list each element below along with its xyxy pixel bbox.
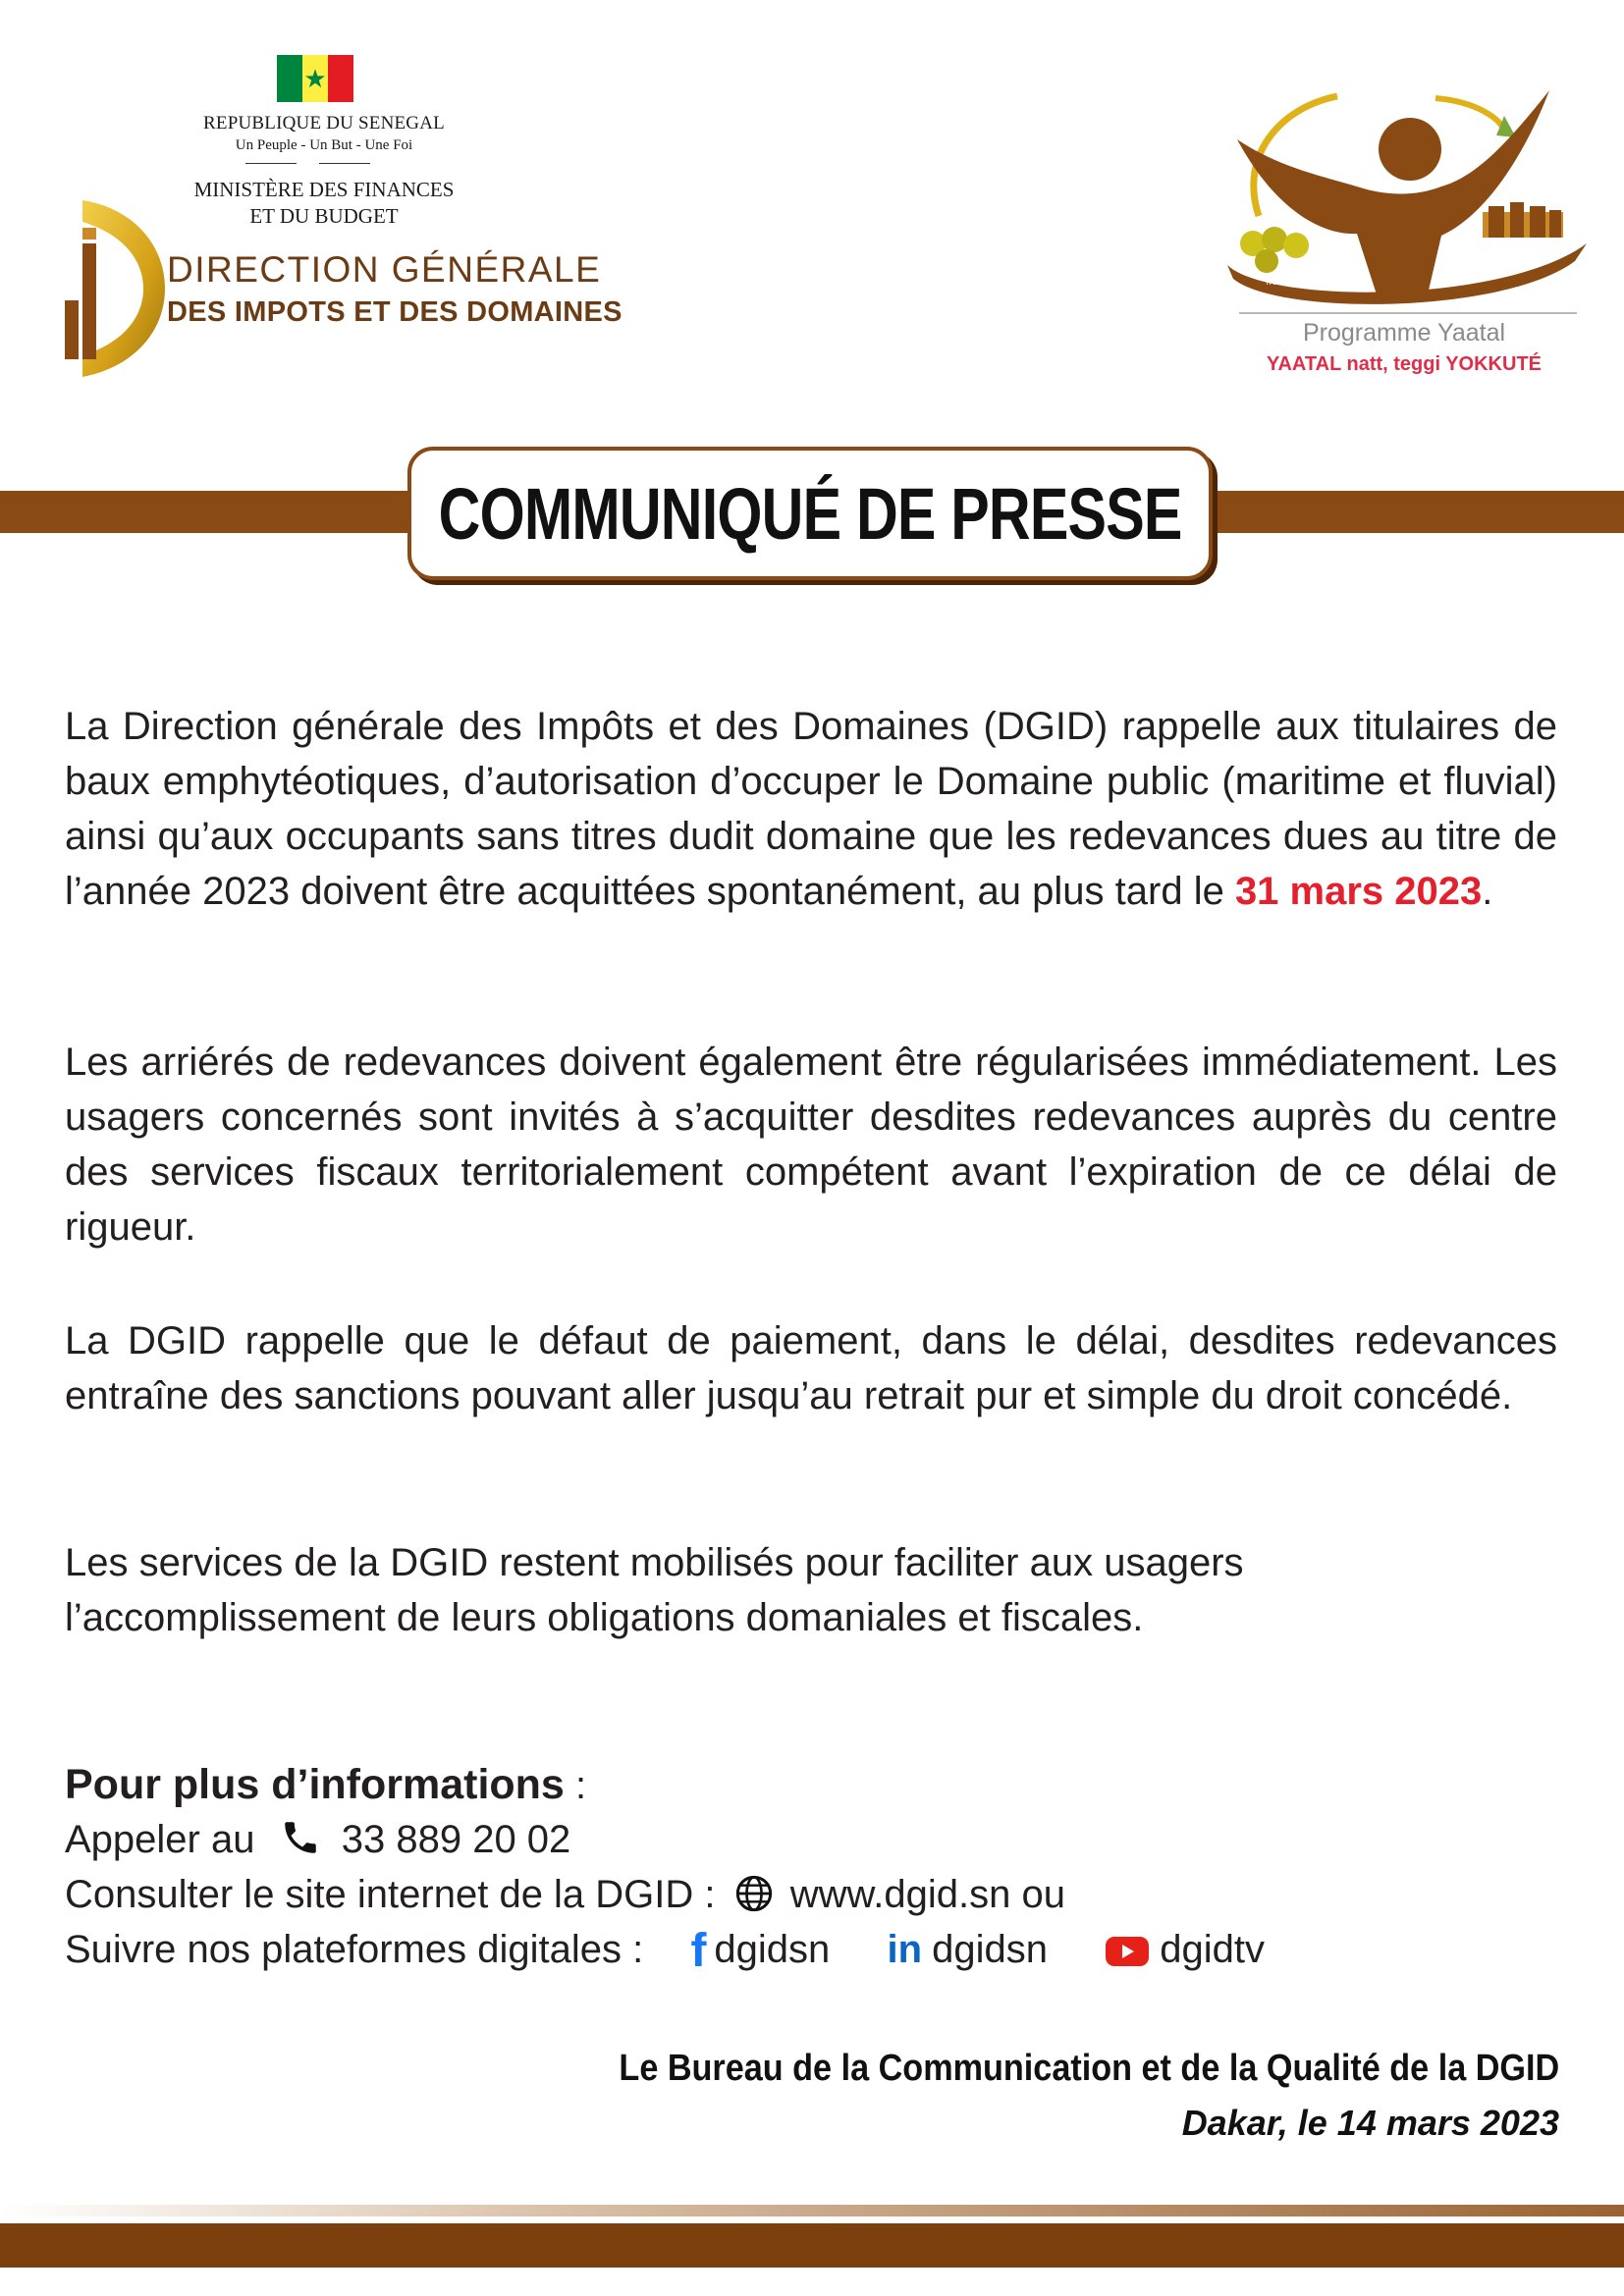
page-title: COMMUNIQUÉ DE PRESSE	[438, 472, 1182, 555]
footer-thin-band	[0, 2205, 1624, 2216]
title-band-right	[1213, 491, 1624, 533]
body-paragraph-3: La DGID rappelle que le défaut de paiement, dans le délai, desdites redevances entraîne des sanctions pouvant aller jusqu’au retrait pur et simple du droit concédé.	[65, 1319, 1557, 1417]
contact-heading-colon: :	[564, 1764, 587, 1807]
contact-heading-text: Pour plus d’informations	[65, 1761, 565, 1808]
senegal-flag	[277, 55, 353, 102]
linkedin-icon: in	[887, 1928, 923, 1971]
yaatal-logo-icon	[1210, 69, 1589, 324]
yaatal-divider	[1239, 312, 1577, 314]
phone-icon	[280, 1817, 321, 1858]
contact-social-line	[65, 1922, 1265, 1979]
ministry-name-line2: ET DU BUDGET	[249, 204, 399, 228]
contact-heading	[65, 1757, 586, 1813]
body-paragraph-4	[65, 1535, 1557, 1645]
body-paragraph-1	[65, 699, 1557, 919]
motto-divider-left	[245, 163, 297, 164]
paragraph-1-text: La Direction générale des Impôts et des Domaines (DGID) rappelle aux titulaires de baux emphytéotiques, d’autorisation d’occuper le Domaine public (maritime et fluvial) ainsi qu’aux occupants sans titres dudit domaine que les redevances dues au titre de l’année 2023 doivent être acquittées spontanément, au plus tard le	[65, 705, 1557, 913]
motto-divider-right	[319, 163, 370, 164]
globe-icon	[734, 1874, 774, 1913]
body-paragraph-2: Les arriérés de redevances doivent également être régularisées immédiatement. Les usagers concernés sont invités à s’acquitter desdites redevances auprès du centre des services fiscaux territorialement compétent avant l’expiration de ce délai de rigueur.	[65, 1041, 1557, 1249]
dgid-name-line2: DES IMPOTS ET DES DOMAINES	[167, 296, 623, 328]
website-link[interactable]: www.dgid.sn ou	[789, 1873, 1065, 1916]
social-label: Suivre nos plateformes digitales :	[65, 1928, 644, 1971]
call-label: Appeler au	[65, 1818, 255, 1861]
signature-office	[295, 2044, 1559, 2093]
yaatal-programme-name: Programme Yaatal	[1302, 319, 1506, 347]
facebook-handle[interactable]: dgidsn	[714, 1928, 831, 1971]
website-label: Consulter le site internet de la DGID :	[65, 1873, 716, 1916]
paragraph-4-line-2: l’accomplissement de leurs obligations domaniales et fiscales.	[65, 1596, 1144, 1639]
signature-date: Dakar, le 14 mars 2023	[1181, 2103, 1559, 2143]
title-box	[407, 447, 1213, 580]
national-motto: Un Peuple - Un But - Une Foi	[235, 137, 413, 153]
contact-phone-line	[65, 1812, 570, 1867]
deadline-date: 31 mars 2023	[1234, 870, 1483, 913]
youtube-icon	[1105, 1935, 1150, 1968]
linkedin-handle[interactable]: dgidsn	[932, 1928, 1048, 1971]
paragraph-4-line-1: Les services de la DGID restent mobilisés pour faciliter aux usagers	[65, 1541, 1244, 1584]
paragraph-1-end: .	[1482, 870, 1493, 913]
youtube-handle[interactable]: dgidtv	[1160, 1928, 1265, 1971]
yaatal-logo-text-right: YOKKUTÉ	[1504, 245, 1551, 256]
title-band-left	[0, 491, 417, 533]
dgid-name-line1: DIRECTION GÉNÉRALE	[167, 249, 602, 290]
republic-title: REPUBLIQUE DU SENEGAL	[203, 113, 445, 133]
ministry-name-line1: MINISTÈRE DES FINANCES	[193, 178, 455, 201]
footer-thick-band	[0, 2223, 1624, 2268]
star-icon: ★	[303, 64, 327, 93]
facebook-icon: f	[690, 1925, 707, 1977]
dgid-logo-icon	[65, 194, 167, 381]
signature-office-text: Le Bureau de la Communication et de la Qualité de la DGID	[619, 2048, 1559, 2089]
yaatal-slogan: YAATAL natt, teggi YOKKUTÉ	[1266, 353, 1543, 375]
yaatal-logo-text-left: YAATAL NATT	[1265, 278, 1316, 287]
contact-web-line	[65, 1867, 1065, 1922]
phone-number[interactable]: 33 889 20 02	[341, 1818, 571, 1861]
